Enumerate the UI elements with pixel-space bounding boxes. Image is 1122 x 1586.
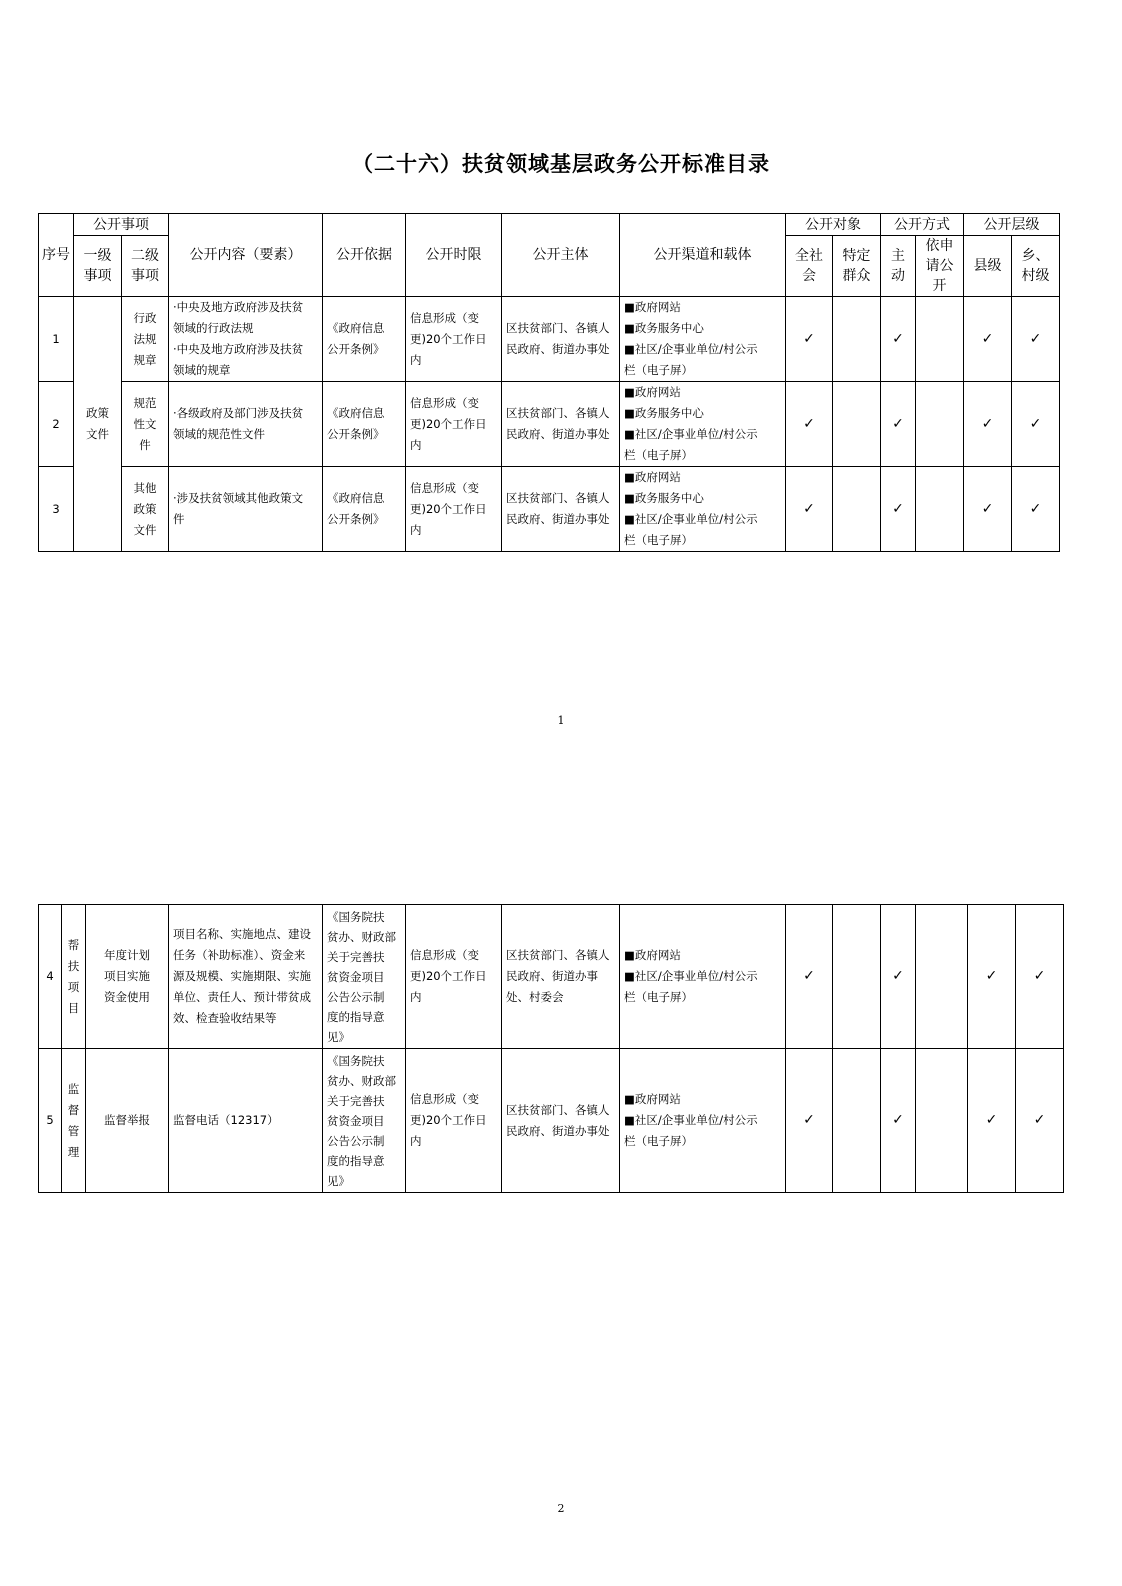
header-seq: 序号: [39, 214, 74, 297]
header-method: 公开方式: [881, 214, 964, 236]
check-icon: ✓: [786, 297, 833, 382]
check-icon: ✓: [1012, 382, 1060, 467]
header-target-specific: 特定 群众: [833, 236, 881, 297]
check-icon: ✓: [786, 382, 833, 467]
empty-cell: [833, 467, 881, 552]
check-icon: ✓: [881, 1049, 916, 1193]
catalog-table-page-2: [38, 904, 1064, 1193]
check-icon: ✓: [964, 467, 1012, 552]
basis-cell: 《国务院扶 贫办、财政部 关于完善扶 贫资金项目 公告公示制 度的指导意 见》: [323, 905, 406, 1049]
channel-cell: ■政府网站 ■政务服务中心 ■社区/企事业单位/村公示 栏（电子屏）: [620, 382, 786, 467]
empty-cell: [833, 1049, 881, 1193]
deadline-cell: 信息形成（变 更)20个工作日 内: [406, 297, 502, 382]
check-icon: ✓: [1012, 467, 1060, 552]
page-number: 2: [557, 1502, 565, 1515]
header-method-active: 主 动: [881, 236, 916, 297]
subject-cell: 区扶贫部门、各镇人 民政府、街道办事处: [502, 1049, 620, 1193]
channel-cell: ■政府网站 ■政务服务中心 ■社区/企事业单位/村公示 栏（电子屏）: [620, 467, 786, 552]
header-level2: 二级 事项: [122, 236, 169, 297]
basis-cell: 《政府信息 公开条例》: [323, 297, 406, 382]
header-basis: 公开依据: [323, 214, 406, 297]
level2-cell: 监督举报: [86, 1049, 169, 1193]
header-subject: 公开主体: [502, 214, 620, 297]
empty-cell: [916, 467, 964, 552]
table-row: [39, 905, 1064, 1049]
level2-cell: 规范 性文 件: [122, 382, 169, 467]
empty-cell: [916, 905, 968, 1049]
level1-cell: 监 督 管 理: [62, 1049, 86, 1193]
header-items: 公开事项: [74, 214, 169, 236]
content-cell: ·中央及地方政府涉及扶贫 领域的行政法规 ·中央及地方政府涉及扶贫 领域的规章: [169, 297, 323, 382]
subject-cell: 区扶贫部门、各镇人 民政府、街道办事处: [502, 297, 620, 382]
check-icon: ✓: [881, 382, 916, 467]
header-method-request: 依申 请公 开: [916, 236, 964, 297]
basis-cell: 《政府信息 公开条例》: [323, 467, 406, 552]
content-cell: ·各级政府及部门涉及扶贫 领域的规范性文件: [169, 382, 323, 467]
check-icon: ✓: [786, 905, 833, 1049]
header-layer-town: 乡、 村级: [1012, 236, 1060, 297]
content-cell: 项目名称、实施地点、建设 任务（补助标准）、资金来 源及规模、实施期限、实施 单位、责任人、预计带贫成 效、检查验收结果等: [169, 905, 323, 1049]
deadline-cell: 信息形成（变 更)20个工作日 内: [406, 467, 502, 552]
basis-cell: 《国务院扶 贫办、财政部 关于完善扶 贫资金项目 公告公示制 度的指导意 见》: [323, 1049, 406, 1193]
channel-cell: ■政府网站 ■政务服务中心 ■社区/企事业单位/村公示 栏（电子屏）: [620, 297, 786, 382]
empty-cell: [916, 382, 964, 467]
header-level1: 一级 事项: [74, 236, 122, 297]
check-icon: ✓: [1016, 1049, 1064, 1193]
row-seq: 1: [39, 297, 74, 382]
basis-cell: 《政府信息 公开条例》: [323, 382, 406, 467]
check-icon: ✓: [964, 382, 1012, 467]
level1-cell: 政策 文件: [74, 297, 122, 552]
level1-cell: 帮 扶 项 目: [62, 905, 86, 1049]
row-seq: 3: [39, 467, 74, 552]
channel-cell: ■政府网站 ■社区/企事业单位/村公示 栏（电子屏）: [620, 1049, 786, 1193]
check-icon: ✓: [964, 297, 1012, 382]
empty-cell: [916, 297, 964, 382]
empty-cell: [833, 382, 881, 467]
empty-cell: [833, 297, 881, 382]
deadline-cell: 信息形成（变 更)20个工作日 内: [406, 1049, 502, 1193]
check-icon: ✓: [786, 467, 833, 552]
header-layer-county: 县级: [964, 236, 1012, 297]
deadline-cell: 信息形成（变 更)20个工作日 内: [406, 382, 502, 467]
row-seq: 2: [39, 382, 74, 467]
channel-cell: ■政府网站 ■社区/企事业单位/村公示 栏（电子屏）: [620, 905, 786, 1049]
level2-cell: 年度计划 项目实施 资金使用: [86, 905, 169, 1049]
page-title: （二十六）扶贫领域基层政务公开标准目录: [352, 151, 770, 176]
empty-cell: [833, 905, 881, 1049]
check-icon: ✓: [881, 905, 916, 1049]
table-row: [39, 297, 1060, 382]
row-seq: 4: [39, 905, 62, 1049]
check-icon: ✓: [968, 905, 1016, 1049]
check-icon: ✓: [968, 1049, 1016, 1193]
table-row: [39, 1049, 1064, 1193]
header-layer: 公开层级: [964, 214, 1060, 236]
content-cell: ·涉及扶贫领域其他政策文 件: [169, 467, 323, 552]
page-number: 1: [557, 714, 565, 727]
catalog-table-page-1: [38, 213, 1060, 552]
subject-cell: 区扶贫部门、各镇人 民政府、街道办事处: [502, 382, 620, 467]
table-row: [39, 382, 1060, 467]
check-icon: ✓: [1012, 297, 1060, 382]
check-icon: ✓: [881, 467, 916, 552]
header-channel: 公开渠道和载体: [620, 214, 786, 297]
check-icon: ✓: [1016, 905, 1064, 1049]
check-icon: ✓: [786, 1049, 833, 1193]
subject-cell: 区扶贫部门、各镇人 民政府、街道办事处: [502, 467, 620, 552]
level2-cell: 其他 政策 文件: [122, 467, 169, 552]
content-cell: 监督电话（12317）: [169, 1049, 323, 1193]
header-target: 公开对象: [786, 214, 881, 236]
empty-cell: [916, 1049, 968, 1193]
subject-cell: 区扶贫部门、各镇人 民政府、街道办事 处、村委会: [502, 905, 620, 1049]
table-row: [39, 467, 1060, 552]
header-content: 公开内容（要素）: [169, 214, 323, 297]
check-icon: ✓: [881, 297, 916, 382]
header-target-all: 全社 会: [786, 236, 833, 297]
header-deadline: 公开时限: [406, 214, 502, 297]
row-seq: 5: [39, 1049, 62, 1193]
level2-cell: 行政 法规 规章: [122, 297, 169, 382]
deadline-cell: 信息形成（变 更)20个工作日 内: [406, 905, 502, 1049]
